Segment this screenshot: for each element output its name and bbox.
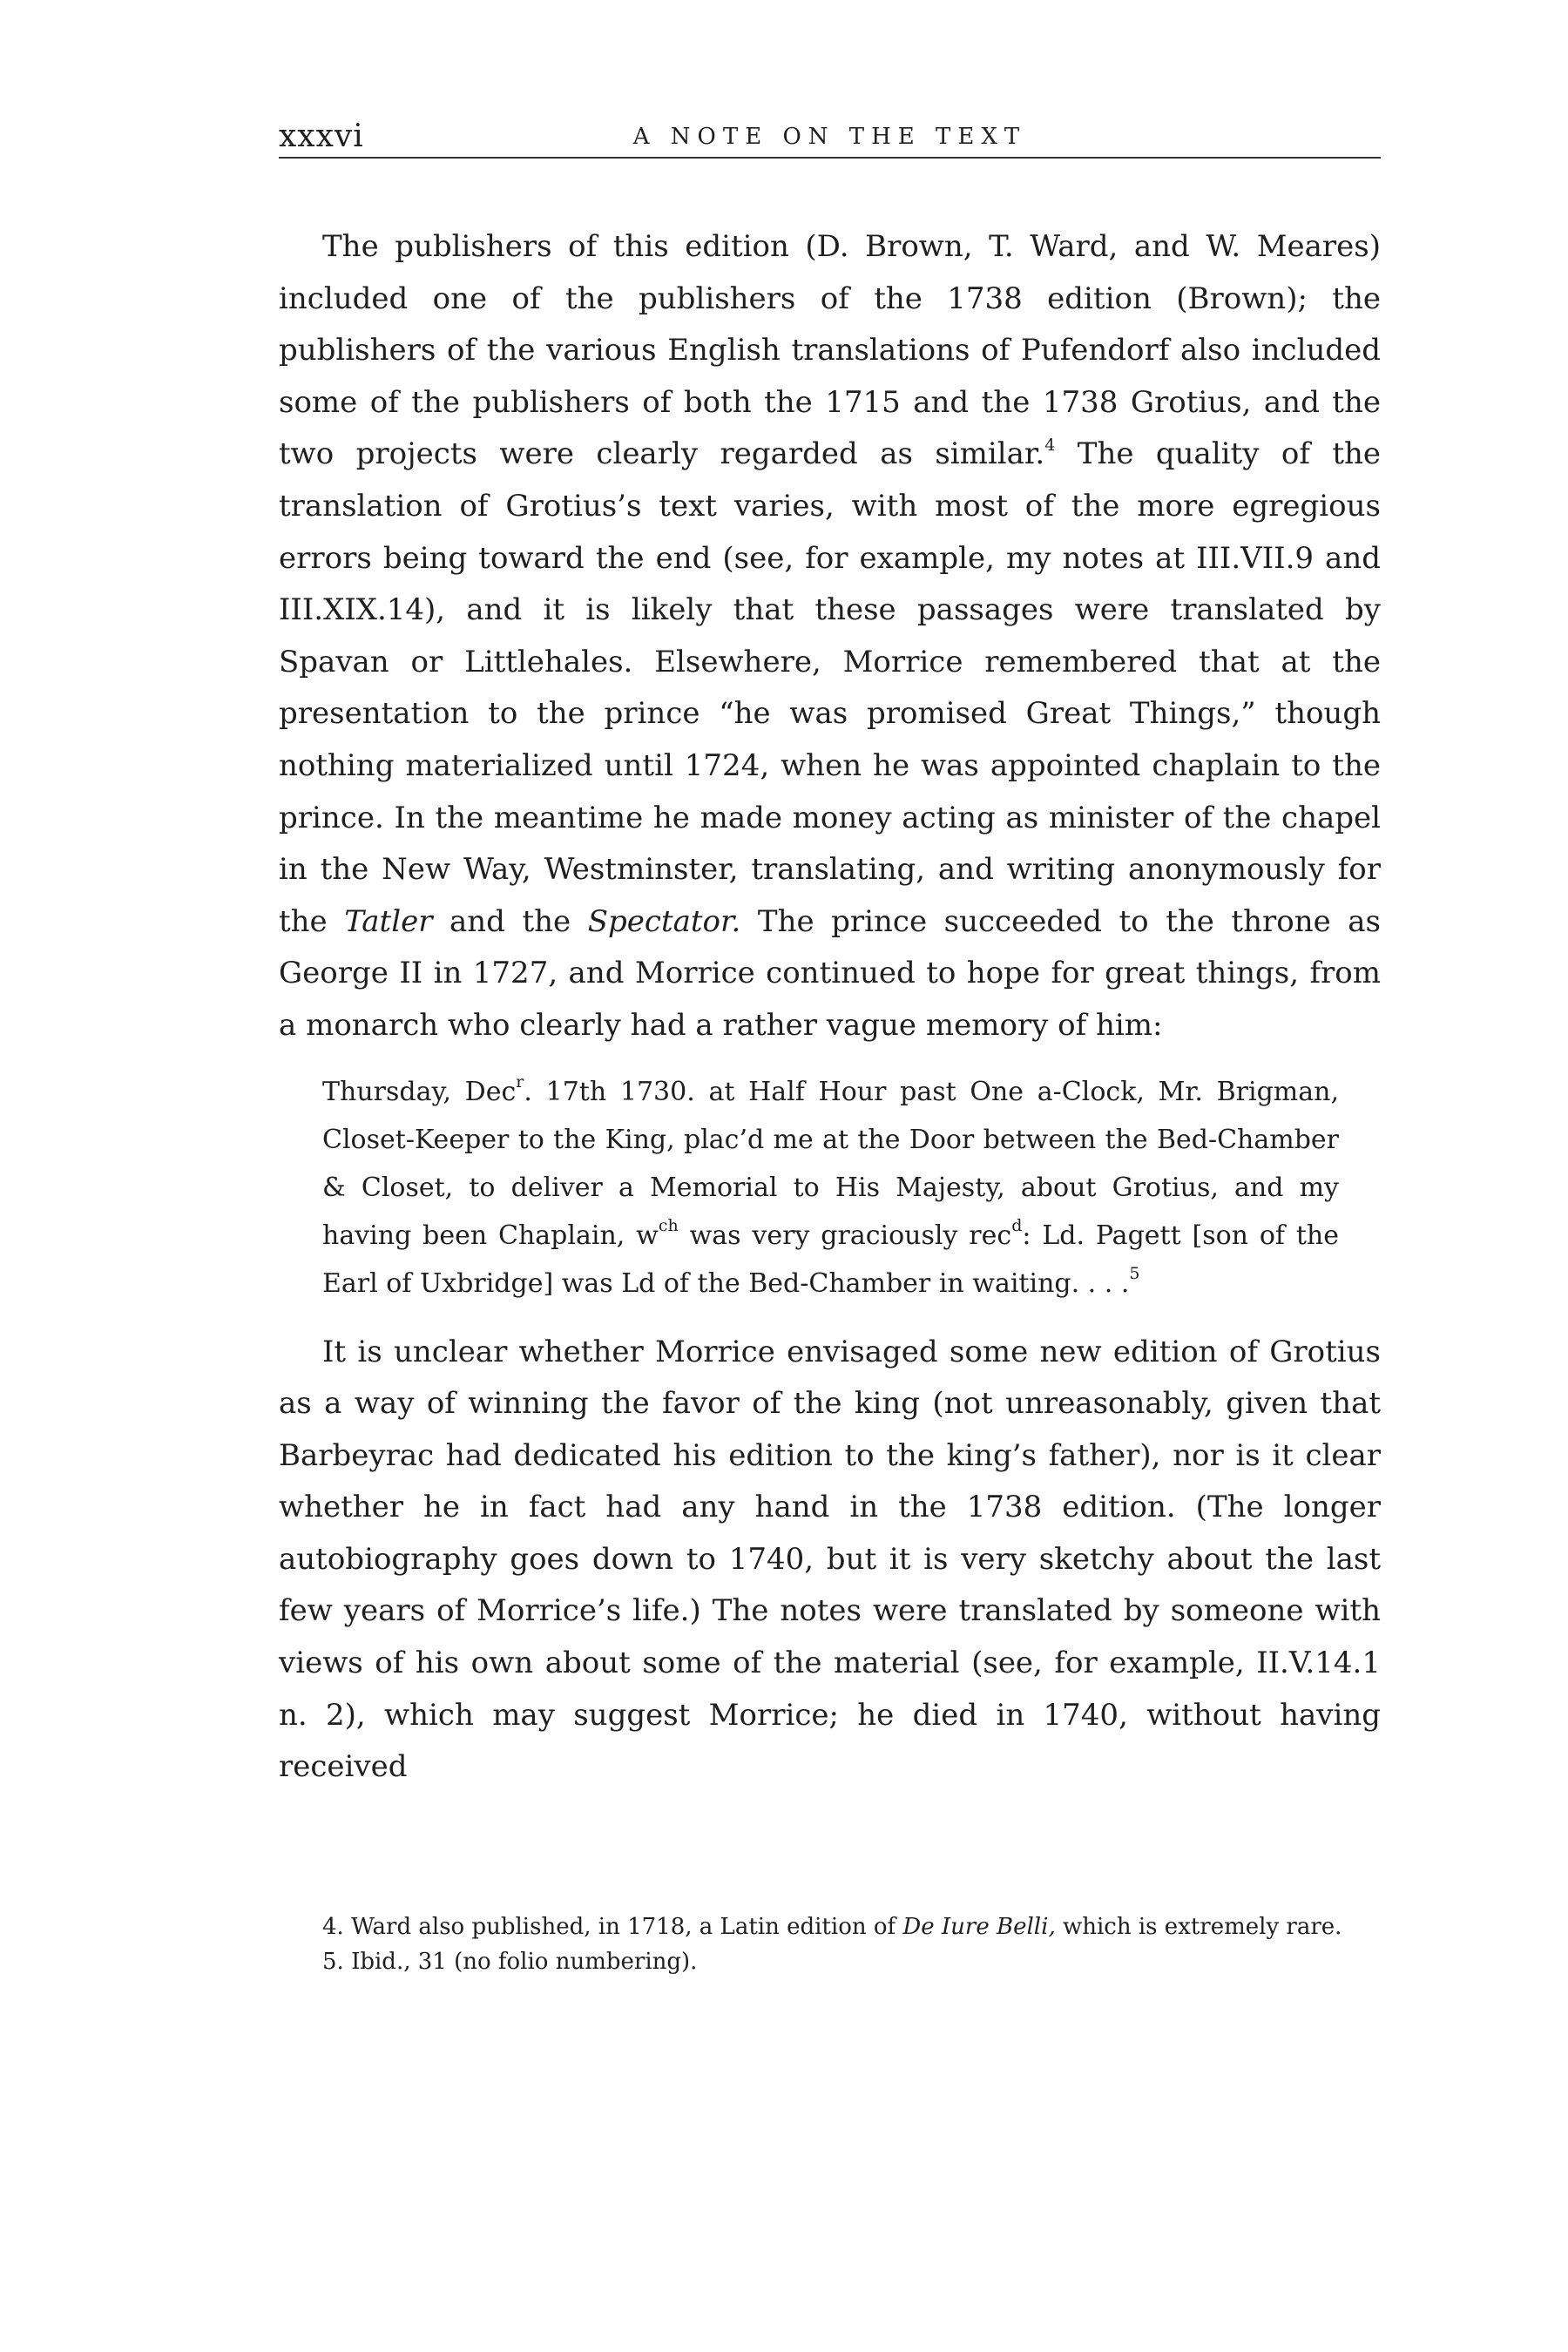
quote-part-2: . 17th 1730. at Half Hour past One a-Clock, Mr. Brigman, Closet-Keeper to the King, plac’d me at the Door between the Bed-Chamber & Closet, to deliver a Memorial to His Majesty, about Grotius, and my having been Chaplain, w — [322, 1076, 1339, 1251]
title-tatler: Tatler — [344, 903, 433, 939]
footnote-ref-4[interactable]: 4 — [1044, 436, 1056, 456]
footnote-4-part-1: 4. Ward also published, in 1718, a Latin edition of — [322, 1914, 903, 1940]
running-head — [279, 113, 1381, 159]
quote-part-4: : Ld. Pagett [son of the Earl of Uxbridge] was Ld of the Bed-Chamber in waiting. . . . — [322, 1220, 1339, 1299]
paragraph-1 — [279, 221, 1381, 1052]
quote-superscript-ch: ch — [658, 1215, 679, 1235]
footnotes — [279, 1909, 1381, 1979]
quote-part-1: Thursday, Dec — [322, 1076, 517, 1107]
footnote-4-title: De Iure Belli, — [902, 1914, 1056, 1940]
main-text — [279, 221, 1381, 1794]
footnote-4-part-2: which is extremely rare. — [1055, 1914, 1342, 1940]
quote-superscript-r: r — [516, 1071, 524, 1092]
block-quote — [322, 1068, 1339, 1308]
quote-part-3: was very graciously rec — [678, 1220, 1012, 1251]
footnote-5: 5. Ibid., 31 (no folio numbering). — [322, 1949, 698, 1975]
paragraph-1-part-3: and the — [432, 903, 588, 939]
paragraph-1-part-2: The quality of the translation of Grotius’s text varies, with most of the more egregious errors being toward the end (see, for example, my notes at III.VII.9 and III.XIX.14), and it is likely that these passages were translated by Spavan or Littlehales. Elsewhere, Morrice remembered that at the presentation to the prince “he was promised Great Things,” though nothing materialized until 1724, when he was appointed chaplain to the prince. In the meantime he made money acting as minister of the chapel in the New Way, Westminster, translating, and writing anonymously for the — [279, 436, 1382, 939]
quote-superscript-d: d — [1011, 1215, 1023, 1235]
page — [279, 113, 1381, 2247]
paragraph-2: It is unclear whether Morrice envisaged some new edition of Grotius as a way of winning the favor of the king (not unreasonably, given that Barbeyrac had dedicated his edition to the king’s father), nor is it clear whether he in fact had any hand in the 1738 edition. (The longer autobiography goes down to 1740, but it is very sketchy about the last few years of Morrice’s life.) The notes were translated by someone with views of his own about some of the material (see, for example, II.V.14.1 n. 2), which may suggest Morrice; he died in 1740, without having received — [279, 1334, 1381, 1785]
footnote-ref-5[interactable]: 5 — [1129, 1263, 1140, 1283]
paragraph-1-part-4: The prince succeeded to the throne as George II in 1727, and Morrice continued to hope for great things, from a monarch who clearly had a rather vague memory of him: — [279, 903, 1381, 1043]
footnote-4 — [279, 1909, 1381, 1944]
title-spectator: Spectator. — [587, 903, 741, 939]
paragraph-1-part-1: The publishers of this edition (D. Brown, T. Ward, and W. Meares) included one of the publishers of the 1738 edition (Brown); the publishers of the various English translations of Pufendorf also included some of the publishers of both the 1715 and the 1738 Grotius, and the two projects were clearly regarded as similar. — [279, 229, 1381, 472]
section-title: A NOTE ON THE TEXT — [632, 124, 1027, 150]
page-number: xxxvi — [279, 118, 364, 154]
